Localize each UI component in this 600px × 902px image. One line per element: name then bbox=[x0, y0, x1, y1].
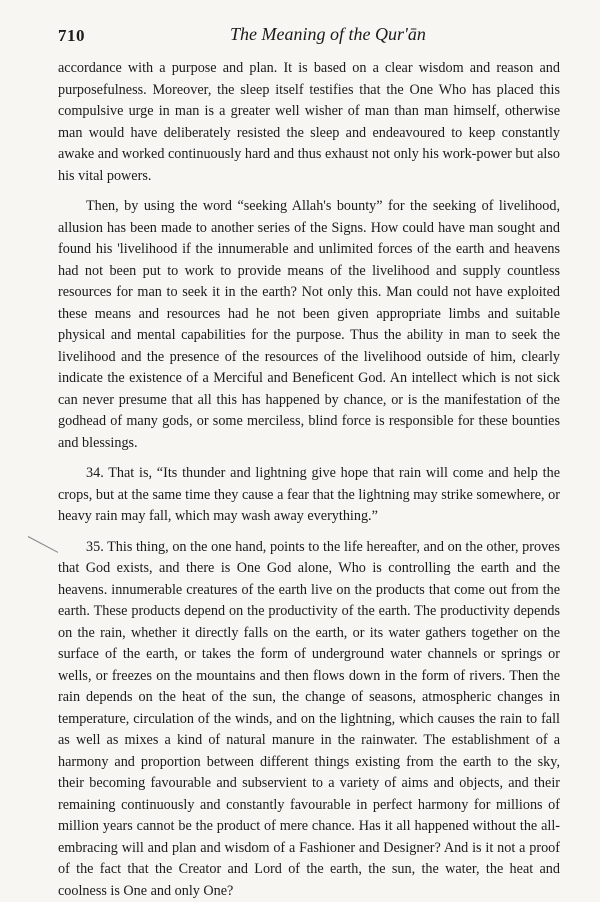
running-title: The Meaning of the Qur'ān bbox=[230, 24, 426, 45]
page-number: 710 bbox=[58, 26, 85, 46]
footnote-34: 34. That is, “Its thunder and lightning give hope that rain will come and help the crops, but at the same time they cause a fear that the lightning may strike somewhere, or heavy rain may fall, which may wash away everything.” bbox=[58, 463, 560, 528]
paragraph-seeking-bounty: Then, by using the word “seeking Allah's bounty” for the seeking of livelihood, allusion has been made to another series of the Signs. How could have man sought and found his 'livelihood if the innumerable and unlimited forces of the earth and heavens had not been put to work to provide means of the livelihood and supply countless resources for man to seek it in the earth? Not only this. Man could not have exploited these means and resources had he not been given appropriate limbs and suitable physical and mental capabilities for the purpose. Thus the ability in man to seek the livelihood and the presence of the resources of the livelihood outside of him, clearly indicate the existence of a Merciful and Beneficent God. An intellect which is not sick can never presume that all this has happened by chance, or is the manifestation of the godhead of many gods, or some merciless, blind force is responsible for these bounties and blessings. bbox=[58, 196, 560, 454]
body-text bbox=[58, 58, 560, 902]
paragraph-sleep-continuation: accordance with a purpose and plan. It is based on a clear wisdom and reason and purposefulness. Moreover, the sleep itself testifies that the One Who has placed this compulsive urge in man is a greater well wisher of man than man himself, otherwise man would have deliberately resisted the sleep and endeavoured to keep constantly awake and worked continuously hard and thus exhaust not only his work-power but also his vital powers. bbox=[58, 58, 560, 187]
footnote-35: 35. This thing, on the one hand, points to the life hereafter, and on the other, proves that God exists, and there is One God alone, Who is controlling the earth and the heavens. innumerable creatures of the earth live on the products that come out from the earth. These products depend on the productivity of the earth. The productivity depends on the rain, whether it directly falls on the earth, or its water gathers together on the surface of the earth, or takes the form of underground water channels or springs or wells, or freezes on the mountains and then flows down in the form of rivers. Then the rain depends on the heat of the sun, the change of seasons, atmospheric changes in temperature, circulation of the winds, and on the lightning, which causes the rain to fall as well as mixes a kind of natural manure in the rainwater. The establishment of a harmony and proportion between different things existing from the earth to the sky, their becoming favourable and subservient to a variety of aims and objects, and their remaining continuously and constantly favourable in perfect harmony for millions of million years cannot be the product of mere chance. Has it all happened without the all-embracing will and plan and wisdom of a Fashioner and Designer? And is it not a proof of the fact that the Creator and Lord of the earth, the sun, the water, the heat and coolness is One and only One? bbox=[58, 537, 560, 902]
page-header bbox=[58, 22, 560, 50]
margin-pencil-mark bbox=[28, 536, 58, 553]
